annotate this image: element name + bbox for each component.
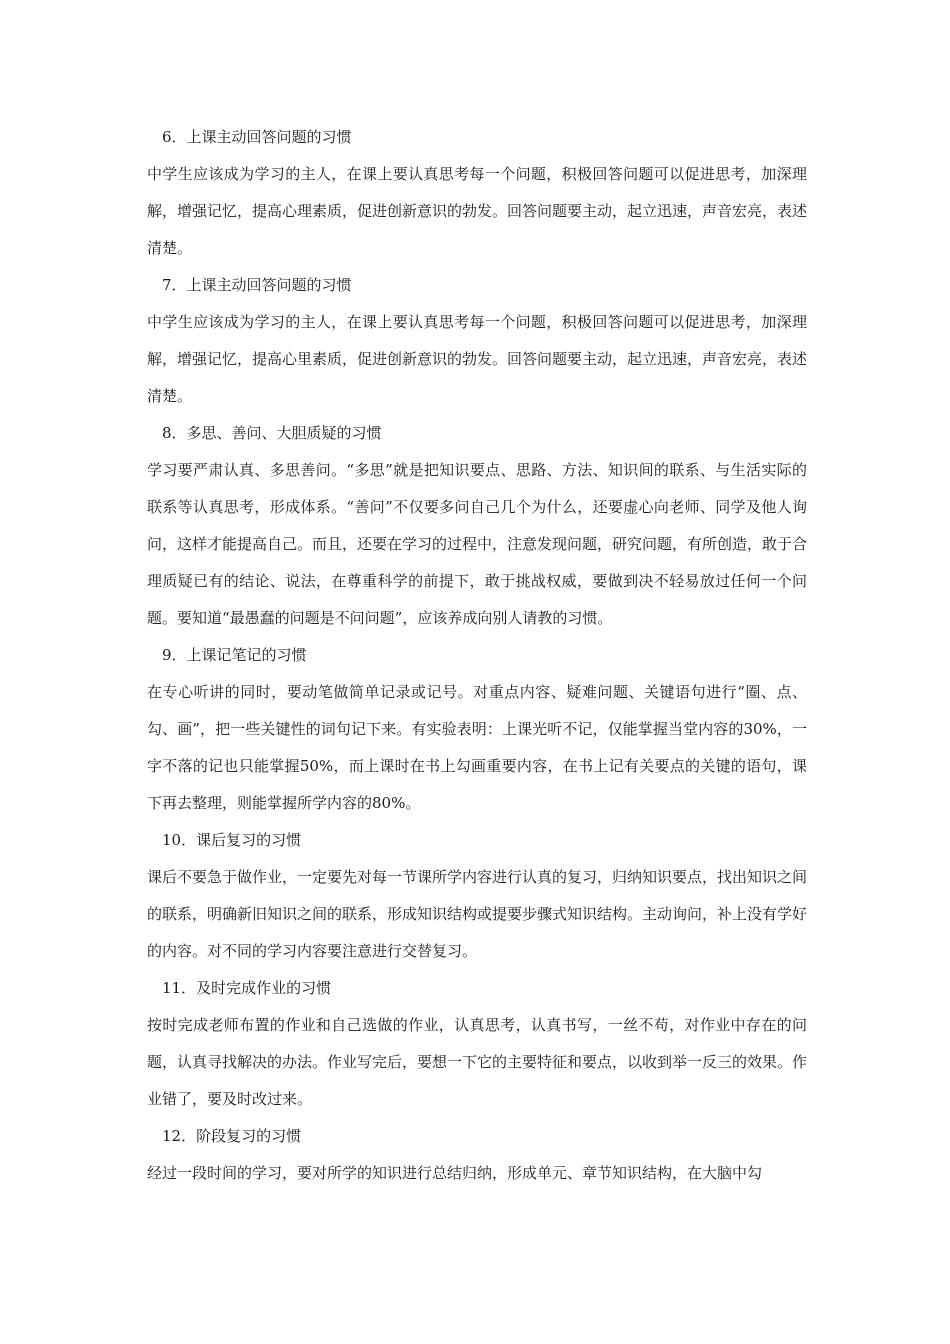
section-heading: 10．课后复习的习惯 (162, 831, 302, 849)
section-paragraph: 学习要严肃认真、多思善问。“多思”就是把知识要点、思路、方法、知识间的联系、与生活实际的联系等认真思考，形成体系。“善问”不仅要多问自己几个为什么，还要虚心向老师、同学及他人询问，这样才能提高自己。而且，还要在学习的过程中，注意发现问题，研究问题，有所创造，敢于合理质疑已有的结论、说法，在尊重科学的前提下，敢于挑战权威，要做到决不轻易放过任何一个问题。要知道“最愚蠢的问题是不问问题”，应该养成向别人请教的习惯。 (147, 461, 808, 627)
section-heading: 6．上课主动回答问题的习惯 (162, 128, 352, 146)
section-heading: 8．多思、善问、大胆质疑的习惯 (162, 424, 382, 442)
section-paragraph: 中学生应该成为学习的主人，在课上要认真思考每一个问题，积极回答问题可以促进思考，加深理解，增强记忆，提高心理素质，促进创新意识的勃发。回答问题要主动，起立迅速，声音宏亮，表述清楚。 (147, 165, 808, 257)
section-heading: 11．及时完成作业的习惯 (162, 979, 332, 997)
section-paragraph: 经过一段时间的学习，要对所学的知识进行总结归纳，形成单元、章节知识结构，在大脑中勾 (147, 1164, 763, 1182)
document-body (147, 119, 807, 1192)
section-heading: 7．上课主动回答问题的习惯 (162, 276, 352, 294)
section-heading: 12．阶段复习的习惯 (162, 1127, 302, 1145)
section-paragraph: 按时完成老师布置的作业和自己选做的作业，认真思考，认真书写，一丝不苟，对作业中存在的问题，认真寻找解决的办法。作业写完后，要想一下它的主要特征和要点，以收到举一反三的效果。作业错了，要及时改过来。 (147, 1016, 808, 1108)
section-heading: 9．上课记笔记的习惯 (162, 646, 307, 664)
section-paragraph: 课后不要急于做作业，一定要先对每一节课所学内容进行认真的复习，归纳知识要点，找出知识之间的联系，明确新旧知识之间的联系，形成知识结构或提要步骤式知识结构。主动询问，补上没有学好的内容。对不同的学习内容要注意进行交替复习。 (147, 868, 808, 960)
section-paragraph: 在专心听讲的同时，要动笔做简单记录或记号。对重点内容、疑难问题、关键语句进行“圈、点、勾、画”，把一些关键性的词句记下来。有实验表明：上课光听不记，仅能掌握当堂内容的30%，一字不落的记也只能掌握50%，而上课时在书上勾画重要内容，在书上记有关要点的关键的语句，课下再去整理，则能掌握所学内容的80%。 (147, 683, 807, 812)
section-paragraph: 中学生应该成为学习的主人，在课上要认真思考每一个问题，积极回答问题可以促进思考，加深理解，增强记忆，提高心里素质，促进创新意识的勃发。回答问题要主动，起立迅速，声音宏亮，表述清楚。 (147, 313, 808, 405)
